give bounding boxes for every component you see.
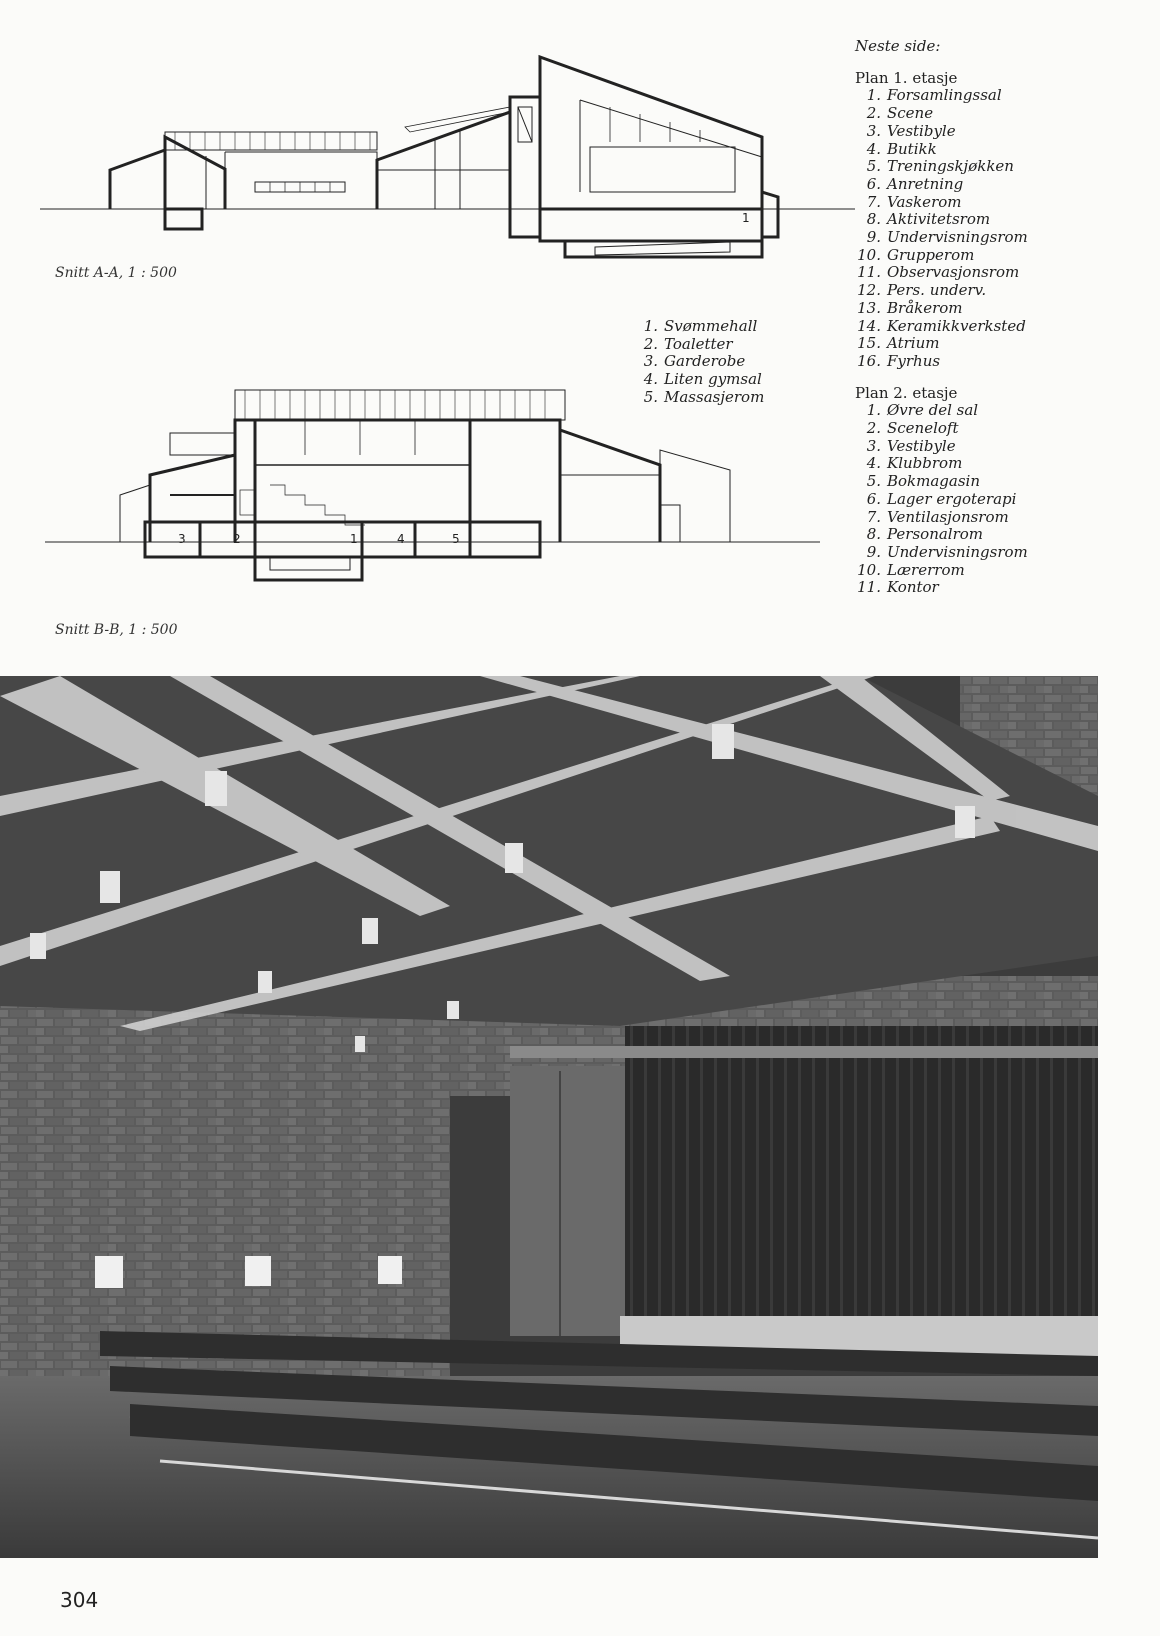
list-item: 5. Bokmagasin (866, 472, 981, 491)
section-bb-room-1: 1 (350, 532, 358, 546)
plan2-list (855, 402, 1155, 597)
room-legend-sidebar (855, 38, 1155, 597)
list-item: 6. Anretning (866, 174, 964, 193)
list-item: 4. Butikk (866, 139, 937, 158)
list-item: 5. Treningskjøkken (866, 157, 1014, 176)
list-item: 11. Kontor (857, 578, 939, 597)
next-page-note: Neste side: (855, 37, 941, 55)
list-item: 13. Bråkerom (857, 298, 963, 317)
legend-item: 2. Toaletter (643, 334, 733, 353)
plan1-heading: Plan 1. etasje (855, 68, 958, 87)
list-item: 10. Grupperom (857, 245, 975, 264)
legend-item: 1. Svømmehall (643, 317, 758, 335)
list-item: 1. Øvre del sal (866, 401, 979, 420)
hall-photo-illustration (0, 676, 1098, 1558)
plan2-heading: Plan 2. etasje (855, 383, 958, 402)
list-item: 7. Vaskerom (866, 192, 962, 211)
list-item: 8. Aktivitetsrom (866, 210, 991, 229)
legend-item: 3. Garderobe (643, 352, 746, 371)
section-aa-room-marker: 1 (742, 211, 750, 225)
section-bb-room-2: 2 (233, 532, 241, 546)
list-item: 4. Klubbrom (866, 454, 963, 473)
list-item: 3. Vestibyle (866, 436, 956, 455)
list-item: 3. Vestibyle (866, 121, 956, 140)
list-item: 9. Undervisningsrom (866, 542, 1028, 561)
list-item: 9. Undervisningsrom (866, 228, 1028, 247)
list-item: 7. Ventilasjonsrom (866, 507, 1009, 526)
list-item: 14. Keramikkverksted (857, 316, 1026, 335)
list-item: 2. Sceneloft (866, 419, 959, 438)
list-item: 8. Personalrom (866, 525, 984, 544)
list-item: 1. Forsamlingssal (866, 86, 1002, 105)
section-bb-room-4: 4 (397, 532, 405, 546)
legend-item: 4. Liten gymsal (643, 370, 762, 389)
plan1-list (855, 87, 1155, 370)
section-bb-caption: Snitt B-B, 1 : 500 (55, 622, 178, 638)
page-number: 304 (60, 1588, 99, 1612)
list-item: 2. Scene (866, 104, 934, 123)
list-item: 15. Atrium (857, 334, 940, 353)
section-b-b-drawing (40, 385, 820, 615)
list-item: 6. Lager ergoterapi (866, 489, 1017, 508)
list-item: 10. Lærerrom (857, 560, 965, 579)
section-bb-room-3: 3 (178, 532, 186, 546)
section-bb-room-5: 5 (452, 532, 460, 546)
legend-item: 5. Massasjerom (643, 387, 765, 406)
list-item: 12. Pers. underv. (857, 281, 987, 300)
list-item: 16. Fyrhus (857, 351, 941, 370)
section-aa-caption: Snitt A-A, 1 : 500 (55, 265, 177, 281)
section-a-a-drawing (40, 52, 860, 277)
assembly-hall-photo (0, 676, 1098, 1558)
list-item: 11. Observasjonsrom (857, 263, 1020, 282)
